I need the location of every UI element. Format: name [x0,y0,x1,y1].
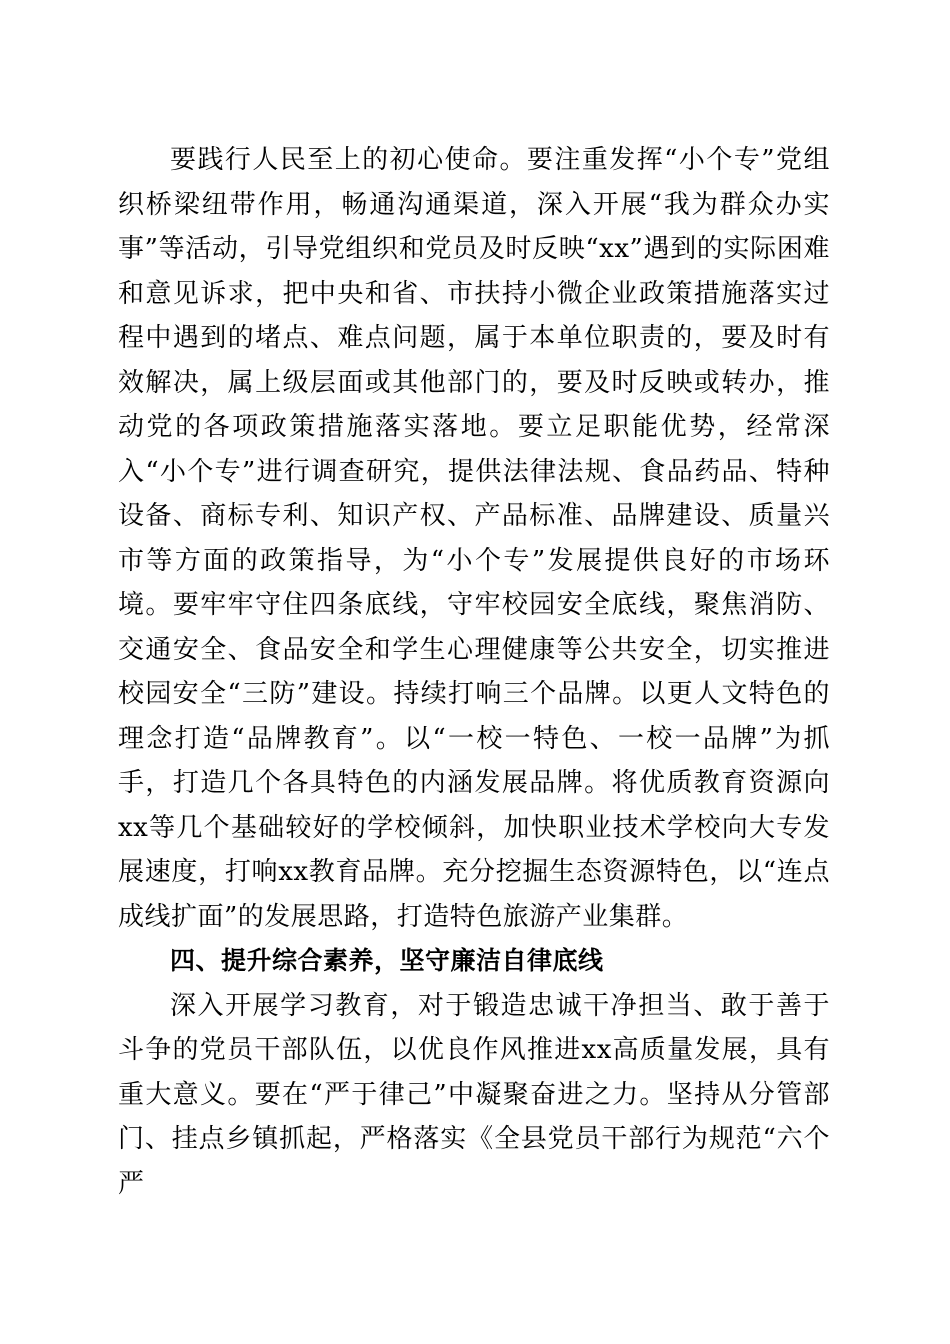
body-paragraph: 要践行人民至上的初心使命。要注重发挥“小个专”党组织桥梁纽带作用，畅通沟通渠道，深入开展“我为群众办实事”等活动，引导党组织和党员及时反映“xx”遇到的实际困难和意见诉求，把中央和省、市扶持小微企业政策措施落实过程中遇到的堵点、难点问题，属于本单位职责的，要及时有效解决，属上级层面或其他部门的，要及时反映或转办，推动党的各项政策措施落实落地。要立足职能优势，经常深入“小个专”进行调查研究，提供法律法规、食品药品、特种设备、商标专利、知识产权、产品标准、品牌建设、质量兴市等方面的政策指导，为“小个专”发展提供良好的市场环境。要牢牢守住四条底线，守牢校园安全底线，聚焦消防、交通安全、食品安全和学生心理健康等公共安全，切实推进校园安全“三防”建设。持续打响三个品牌。以更人文特色的理念打造“品牌教育”。以“一校一特色、一校一品牌”为抓手，打造几个各具特色的内涵发展品牌。将优质教育资源向xx等几个基础较好的学校倾斜，加快职业技术学校向大专发展速度，打响xx教育品牌。充分挖掘生态资源特色，以“连点成线扩面”的发展思路，打造特色旅游产业集群。 [118,145,830,932]
document-body [118,138,830,1206]
section-heading: 四、提升综合素养，坚守廉洁自律底线 [170,946,604,975]
body-paragraph: 深入开展学习教育，对于锻造忠诚干净担当、敢于善于斗争的党员干部队伍，以优良作风推进xx高质量发展，具有重大意义。要在“严于律己”中凝聚奋进之力。坚持从分管部门、挂点乡镇抓起，严格落实《全县党员干部行为规范“六个严 [118,990,830,1199]
